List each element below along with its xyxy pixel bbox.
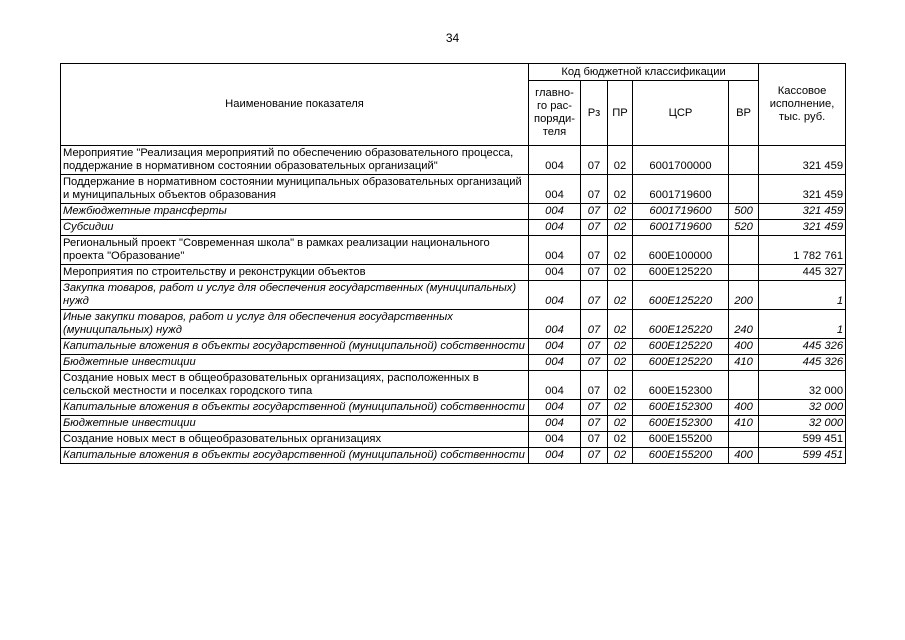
table-row — [61, 204, 846, 220]
table-row — [61, 416, 846, 432]
row-vr: 520 — [729, 220, 759, 236]
row-pr: 02 — [608, 448, 633, 464]
row-glav: 004 — [529, 220, 581, 236]
row-name: Мероприятия по строительству и реконструкции объектов — [61, 265, 529, 281]
row-rz: 07 — [581, 355, 608, 371]
budget-table — [60, 63, 846, 464]
row-pr: 02 — [608, 220, 633, 236]
row-name: Межбюджетные трансферты — [61, 204, 529, 220]
row-glav: 004 — [529, 448, 581, 464]
row-vr — [729, 432, 759, 448]
header-budget-code: Код бюджетной классификации — [529, 64, 759, 81]
header-pr: ПР — [608, 81, 633, 146]
row-name: Бюджетные инвестиции — [61, 355, 529, 371]
row-csr: 600E100000 — [633, 236, 729, 265]
row-pr: 02 — [608, 339, 633, 355]
header-csr: ЦСР — [633, 81, 729, 146]
row-pr: 02 — [608, 146, 633, 175]
row-pr: 02 — [608, 175, 633, 204]
row-csr: 600E152300 — [633, 371, 729, 400]
row-vr: 500 — [729, 204, 759, 220]
row-rz: 07 — [581, 448, 608, 464]
row-name: Поддержание в нормативном состоянии муниципальных образовательных организаций и муниципальных объектов образования — [61, 175, 529, 204]
row-csr: 6001719600 — [633, 175, 729, 204]
table-row — [61, 175, 846, 204]
row-rz: 07 — [581, 432, 608, 448]
row-amount: 445 326 — [759, 339, 846, 355]
row-glav: 004 — [529, 339, 581, 355]
row-pr: 02 — [608, 310, 633, 339]
table-row — [61, 146, 846, 175]
header-vr: ВР — [729, 81, 759, 146]
row-name: Капитальные вложения в объекты государственной (муниципальной) собственности — [61, 339, 529, 355]
row-vr — [729, 265, 759, 281]
row-name: Создание новых мест в общеобразовательных организациях, расположенных в сельской местности и поселках городского типа — [61, 371, 529, 400]
row-rz: 07 — [581, 220, 608, 236]
row-glav: 004 — [529, 310, 581, 339]
row-amount: 445 326 — [759, 355, 846, 371]
table-row — [61, 355, 846, 371]
row-name: Капитальные вложения в объекты государственной (муниципальной) собственности — [61, 400, 529, 416]
table-row — [61, 281, 846, 310]
table-row — [61, 400, 846, 416]
row-glav: 004 — [529, 432, 581, 448]
row-amount: 1 782 761 — [759, 236, 846, 265]
row-amount: 32 000 — [759, 400, 846, 416]
row-rz: 07 — [581, 146, 608, 175]
row-name: Иные закупки товаров, работ и услуг для обеспечения государственных (муниципальных) нужд — [61, 310, 529, 339]
table-row — [61, 448, 846, 464]
row-amount: 599 451 — [759, 432, 846, 448]
row-rz: 07 — [581, 310, 608, 339]
row-glav: 004 — [529, 281, 581, 310]
row-rz: 07 — [581, 265, 608, 281]
row-rz: 07 — [581, 339, 608, 355]
table-row — [61, 432, 846, 448]
row-pr: 02 — [608, 400, 633, 416]
row-vr: 240 — [729, 310, 759, 339]
row-pr: 02 — [608, 416, 633, 432]
header-glav: главно- го рас- поряди- теля — [529, 81, 581, 146]
row-vr: 410 — [729, 355, 759, 371]
row-pr: 02 — [608, 265, 633, 281]
row-name: Мероприятие "Реализация мероприятий по обеспечению образовательного процесса, поддержание в нормативном состоянии образовательных организаций" — [61, 146, 529, 175]
row-csr: 600E125220 — [633, 281, 729, 310]
row-name: Региональный проект "Современная школа" в рамках реализации национального проекта "Образование" — [61, 236, 529, 265]
row-amount: 599 451 — [759, 448, 846, 464]
row-glav: 004 — [529, 371, 581, 400]
row-amount: 32 000 — [759, 416, 846, 432]
row-amount: 321 459 — [759, 220, 846, 236]
header-name: Наименование показателя — [61, 64, 529, 146]
row-pr: 02 — [608, 371, 633, 400]
row-pr: 02 — [608, 355, 633, 371]
row-pr: 02 — [608, 204, 633, 220]
row-csr: 600E152300 — [633, 400, 729, 416]
row-glav: 004 — [529, 416, 581, 432]
row-amount: 321 459 — [759, 204, 846, 220]
header-amount: Кассовое исполнение, тыс. руб. — [759, 64, 846, 146]
row-amount: 32 000 — [759, 371, 846, 400]
row-vr: 400 — [729, 400, 759, 416]
row-amount: 445 327 — [759, 265, 846, 281]
row-pr: 02 — [608, 432, 633, 448]
row-csr: 600E152300 — [633, 416, 729, 432]
row-vr: 400 — [729, 339, 759, 355]
row-pr: 02 — [608, 281, 633, 310]
row-name: Создание новых мест в общеобразовательных организациях — [61, 432, 529, 448]
row-amount: 321 459 — [759, 146, 846, 175]
row-name: Бюджетные инвестиции — [61, 416, 529, 432]
table-row — [61, 310, 846, 339]
row-csr: 6001719600 — [633, 220, 729, 236]
row-glav: 004 — [529, 236, 581, 265]
row-rz: 07 — [581, 204, 608, 220]
row-vr: 400 — [729, 448, 759, 464]
header-rz: Рз — [581, 81, 608, 146]
row-rz: 07 — [581, 400, 608, 416]
row-csr: 600E125220 — [633, 265, 729, 281]
row-csr: 600E155200 — [633, 448, 729, 464]
table-row — [61, 265, 846, 281]
row-vr — [729, 236, 759, 265]
row-csr: 6001700000 — [633, 146, 729, 175]
row-csr: 600E125220 — [633, 339, 729, 355]
row-vr — [729, 371, 759, 400]
row-vr — [729, 175, 759, 204]
row-rz: 07 — [581, 371, 608, 400]
row-glav: 004 — [529, 400, 581, 416]
row-vr: 410 — [729, 416, 759, 432]
row-glav: 004 — [529, 355, 581, 371]
row-vr — [729, 146, 759, 175]
row-csr: 6001719600 — [633, 204, 729, 220]
row-rz: 07 — [581, 236, 608, 265]
row-glav: 004 — [529, 146, 581, 175]
row-glav: 004 — [529, 204, 581, 220]
row-name: Субсидии — [61, 220, 529, 236]
row-csr: 600E125220 — [633, 310, 729, 339]
row-name: Капитальные вложения в объекты государственной (муниципальной) собственности — [61, 448, 529, 464]
row-amount: 321 459 — [759, 175, 846, 204]
table-row — [61, 220, 846, 236]
table-row — [61, 339, 846, 355]
row-amount: 1 — [759, 310, 846, 339]
row-glav: 004 — [529, 265, 581, 281]
row-vr: 200 — [729, 281, 759, 310]
row-rz: 07 — [581, 281, 608, 310]
row-rz: 07 — [581, 416, 608, 432]
row-csr: 600E125220 — [633, 355, 729, 371]
row-csr: 600E155200 — [633, 432, 729, 448]
row-pr: 02 — [608, 236, 633, 265]
table-row — [61, 236, 846, 265]
row-name: Закупка товаров, работ и услуг для обеспечения государственных (муниципальных) нужд — [61, 281, 529, 310]
row-amount: 1 — [759, 281, 846, 310]
row-glav: 004 — [529, 175, 581, 204]
page-number: 34 — [445, 31, 460, 45]
row-rz: 07 — [581, 175, 608, 204]
table-row — [61, 371, 846, 400]
